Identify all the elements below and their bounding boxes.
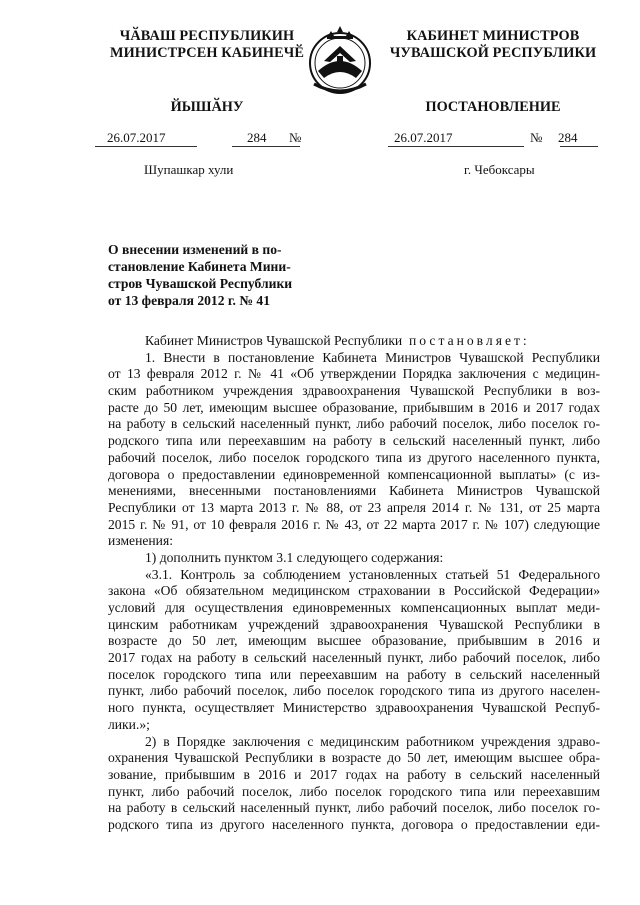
- title-line: стров Чувашской Республики: [108, 276, 293, 291]
- number-underline-right: [560, 146, 598, 147]
- body-line: договора о предоставлении единовременной компенсационной выплаты» (с из-: [108, 466, 600, 482]
- body-line: рабочий поселок, либо поселок городского типа из другого населенного пункта,: [108, 449, 600, 465]
- body-line: 2) в Порядке заключения с медицинским работником учреждения здраво-: [145, 733, 600, 749]
- body-line: менениями, внесенными постановлениями Кабинета Министров Чувашской: [108, 483, 600, 499]
- body-line: родского типа из другого населенного пункта, договора о предоставлении еди-: [108, 816, 600, 832]
- doc-type-left: ЙЫШӐНУ: [170, 99, 244, 115]
- preamble-subject: Кабинет Министров Чувашской Республики: [145, 333, 403, 348]
- doc-type-right: ПОСТАНОВЛЕНИЕ: [425, 99, 561, 115]
- header-left-line1: ЧӐВАШ РЕСПУБЛИКИН: [119, 28, 295, 44]
- header-left-chuvash: [92, 28, 322, 62]
- body-line: пункт, либо рабочий поселок, либо поселок городского типа или переехавшим: [108, 783, 600, 799]
- body-lines: [108, 350, 600, 834]
- body-line: 1) дополнить пунктом 3.1 следующего содержания:: [145, 549, 444, 565]
- body-line: возрасте до 50 лет, имеющим высшее образование, прибывшим в 2016 и: [108, 633, 600, 649]
- body-line: ским работником учреждения здравоохранения Чувашской Республики в воз-: [108, 383, 600, 399]
- number-left: 284: [247, 130, 267, 145]
- body-line: Республики от 13 марта 2013 г. № 88, от 23 апреля 2014 г. № 131, от 25 марта: [108, 499, 600, 515]
- title-line: О внесении изменений в по-: [108, 242, 282, 257]
- body-line: пункт, либо рабочий поселок, либо поселок городского типа из другого населен-: [108, 683, 600, 699]
- body-line: ного пункта, осуществляет Министерство здравоохранения Чувашской Респуб-: [108, 700, 600, 716]
- document-body: [108, 333, 600, 834]
- header-right-line1: КАБИНЕТ МИНИСТРОВ: [406, 28, 580, 44]
- body-line: зование, прибывшим в 2016 и 2017 годах на работу в сельский населенный: [108, 766, 600, 782]
- body-line: на работу в сельский населенный пункт, либо рабочий поселок, либо поселок го-: [108, 800, 600, 816]
- body-line: расте до 50 лет, имеющим высшее образование, прибывшим в 2016 и 2017 годах: [108, 399, 600, 415]
- body-line: 2015 г. № 91, от 10 февраля 2016 г. № 43, от 22 марта 2017 г. № 107) следующие: [108, 516, 600, 532]
- body-line: закона «Об обязательном медицинском страховании в Российской Федерации»: [108, 583, 600, 599]
- date-underline-left: [95, 146, 197, 147]
- document-title: [108, 241, 308, 309]
- body-line: 2017 годах на работу в сельский населенный пункт, либо рабочий поселок, либо: [108, 650, 600, 666]
- header-left-line2: МИНИСТРСЕН КАБИНЕЧӖ: [109, 45, 305, 61]
- title-line: от 13 февраля 2012 г. № 41: [108, 293, 270, 308]
- header-right-russian: [378, 28, 608, 62]
- title-line: становление Кабинета Мини-: [108, 259, 291, 274]
- body-line: 1. Внести в постановление Кабинета Министров Чувашской Республики: [145, 349, 600, 365]
- body-line: на работу в сельский населенный пункт, либо рабочий поселок, либо поселок го-: [108, 416, 600, 432]
- body-line: изменения:: [108, 533, 173, 549]
- body-line: родского типа или переехавшим на работу в сельский населенный пункт, либо: [108, 433, 600, 449]
- body-line: лики.»;: [108, 716, 150, 732]
- city-left: Шупашкар хули: [144, 162, 234, 177]
- city-right: г. Чебоксары: [464, 162, 535, 177]
- date-right: 26.07.2017: [394, 130, 453, 145]
- date-left: 26.07.2017: [107, 130, 166, 145]
- body-line: цинским работникам учреждений здравоохранения Чувашской Республики в: [108, 616, 600, 632]
- date-underline-right: [388, 146, 524, 147]
- number-sign-right: №: [530, 130, 543, 145]
- header-right-line2: ЧУВАШСКОЙ РЕСПУБЛИКИ: [389, 45, 597, 61]
- body-line: охранения Чувашской Республики в возрасте до 50 лет, имеющим высшее обра-: [108, 750, 600, 766]
- body-line: условий для осуществления единовременных компенсационных выплат меди-: [108, 600, 600, 615]
- preamble: [108, 333, 600, 350]
- number-right: 284: [558, 130, 578, 145]
- body-line: от 13 февраля 2012 г. № 41 «Об утверждении Порядка заключения с медицин-: [108, 366, 600, 382]
- preamble-verb: постановляет:: [409, 333, 530, 348]
- body-line: поселок городского типа или переехавшим на работу в сельский населенный: [108, 666, 600, 682]
- chuvash-emblem-icon: [300, 16, 380, 98]
- number-underline-left: [232, 146, 300, 147]
- body-line: «3.1. Контроль за соблюдением установленных статьей 51 Федерального: [145, 566, 600, 582]
- number-sign-left: №: [289, 130, 302, 145]
